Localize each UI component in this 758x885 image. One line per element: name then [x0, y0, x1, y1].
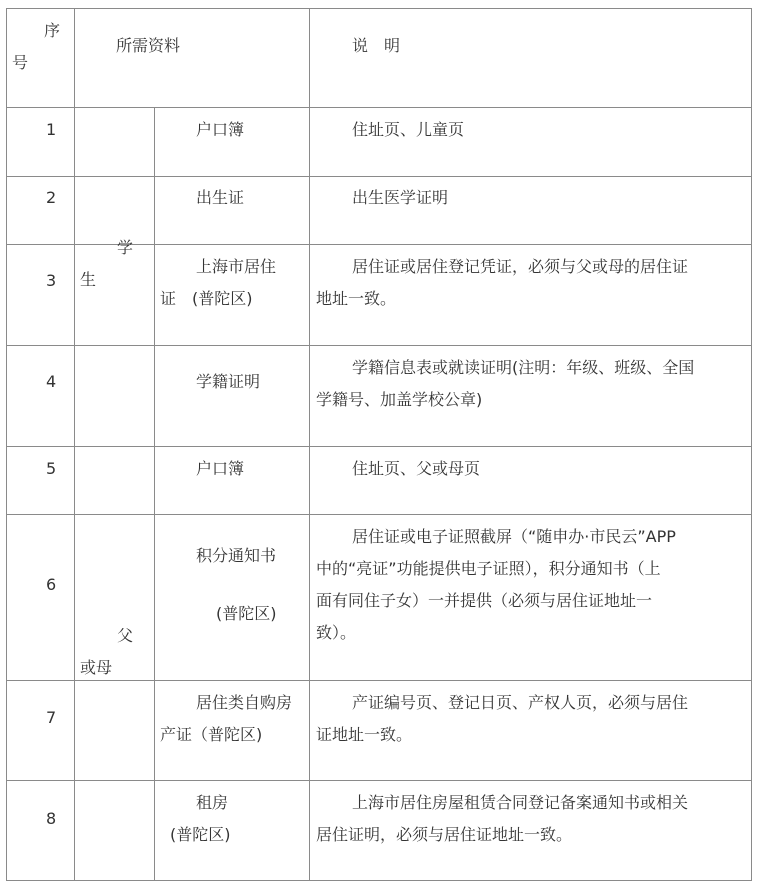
row-note: 出生医学证明: [352, 188, 449, 207]
row-note: 上海市居住房屋租赁合同登记备案通知书或相关: [352, 793, 689, 812]
row-note: 住址页、父或母页: [352, 459, 481, 478]
row-item: 证 (普陀区): [160, 289, 253, 308]
row-item: 出生证: [196, 188, 245, 207]
row-item: (普陀区): [170, 825, 231, 844]
row-item: 学籍证明: [196, 372, 261, 391]
row-divider: [6, 107, 752, 108]
row-number: 5: [46, 459, 57, 478]
row-number: 6: [46, 575, 57, 594]
row-divider: [6, 514, 752, 515]
row-item: (普陀区): [216, 604, 277, 623]
row-note: 居住证或居住登记凭证，必须与父或母的居住证: [352, 257, 689, 276]
row-note: 学籍号、加盖学校公章): [316, 390, 483, 409]
row-note: 住址页、儿童页: [352, 120, 465, 139]
header-no-line2: 号: [12, 53, 29, 72]
row-note: 产证编号页、登记日页、产权人页，必须与居住: [352, 693, 689, 712]
table-border-left: [6, 8, 7, 881]
row-divider: [6, 780, 752, 781]
column-divider: [74, 8, 75, 881]
row-divider: [6, 176, 752, 177]
row-number: 7: [46, 708, 57, 727]
row-item: 积分通知书: [196, 546, 277, 565]
row-item: 上海市居住: [196, 257, 277, 276]
row-number: 3: [46, 271, 57, 290]
table-border-right: [751, 8, 752, 881]
group-parent-line1: 父: [117, 626, 134, 645]
header-no-line1: 序: [44, 21, 61, 40]
row-note: 居住证或电子证照截屏（“随申办·市民云”APP: [352, 527, 676, 546]
group-student-line1: 学: [117, 238, 134, 257]
row-note: 面有同住子女）一并提供（必须与居住证地址一: [316, 591, 653, 610]
header-materials: 所需资料: [116, 36, 181, 55]
row-number: 8: [46, 809, 57, 828]
row-item: 户口簿: [196, 120, 245, 139]
row-divider: [6, 680, 752, 681]
row-note: 地址一致。: [316, 289, 397, 308]
row-number: 1: [46, 120, 57, 139]
header-note: 说 明: [352, 36, 401, 55]
row-divider: [6, 446, 752, 447]
row-item: 户口簿: [196, 459, 245, 478]
row-divider: [6, 345, 752, 346]
row-number: 4: [46, 372, 57, 391]
column-divider: [154, 107, 155, 881]
row-number: 2: [46, 188, 57, 207]
row-note: 致）。: [316, 623, 357, 642]
row-item: 居住类自购房: [196, 693, 293, 712]
group-parent-line2: 或母: [80, 658, 113, 677]
table-border-bottom: [6, 880, 752, 881]
column-divider: [309, 8, 310, 881]
table-border-top: [6, 8, 752, 9]
row-item: 租房: [196, 793, 229, 812]
group-student-line2: 生: [80, 270, 97, 289]
row-item: 产证（普陀区): [160, 725, 263, 744]
row-note: 居住证明，必须与居住证地址一致。: [316, 825, 573, 844]
row-note: 学籍信息表或就读证明(注明：年级、班级、全国: [352, 358, 695, 377]
row-note: 中的“亮证”功能提供电子证照），积分通知书（上: [316, 559, 661, 578]
row-note: 证地址一致。: [316, 725, 413, 744]
